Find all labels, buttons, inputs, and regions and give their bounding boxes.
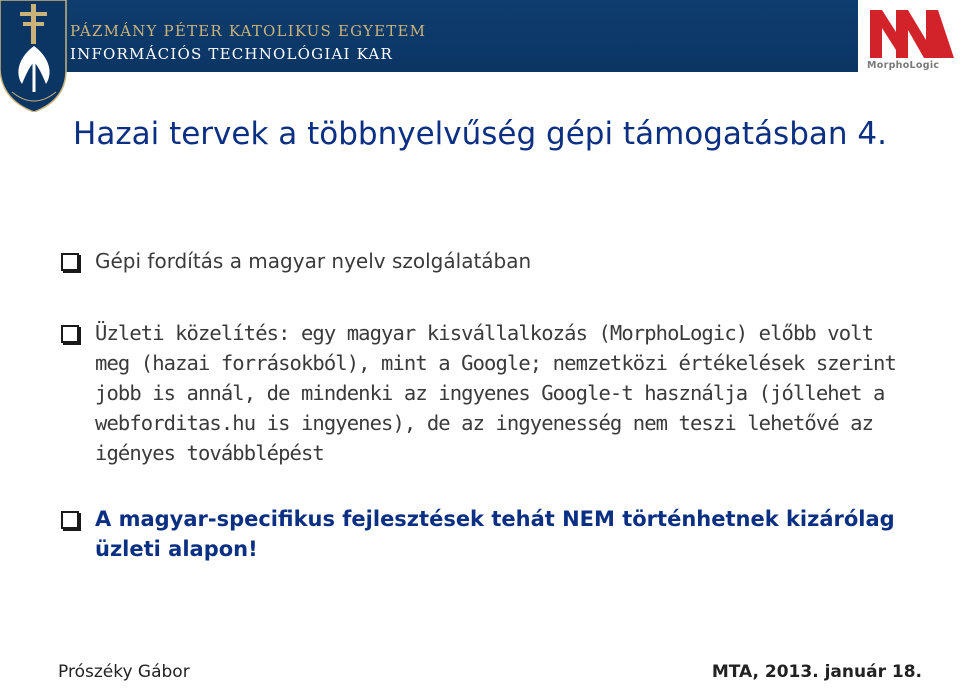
checkbox-bullet-icon <box>61 253 79 271</box>
logo-wordmark: MorphoLogic <box>867 60 940 71</box>
footer-venue-date: MTA, 2013. január 18. <box>711 662 922 682</box>
university-crest-icon <box>0 0 68 112</box>
checkbox-bullet-icon <box>61 325 79 343</box>
bullet-text: A magyar-specifikus fejlesztések tehát NEM történhetnek kizárólag üzleti alapon! <box>95 507 895 561</box>
bullet-text: Üzleti közelítés: egy magyar kisvállalkozás (MorphoLogic) előbb volt meg (hazai forrásokból), mint a Google; nemzetközi értékelések szerint jobb is annál, de mindenki az ingyenes Google-t használja (jóllehet a webforditas.hu is ingyenes), de az ingyenesség nem teszi lehetővé az igényes továbblépést <box>95 321 896 465</box>
footer-author: Prószéky Gábor <box>58 662 190 682</box>
checkbox-bullet-icon <box>61 511 79 529</box>
faculty-name: INFORMÁCIÓS TECHNOLÓGIAI KAR <box>70 45 393 63</box>
university-name: PÁZMÁNY PÉTER KATOLIKUS EGYETEM <box>70 22 427 40</box>
bullet-text: Gépi fordítás a magyar nyelv szolgálatában <box>95 249 532 273</box>
slide-title: Hazai tervek a többnyelvűség gépi támogatásban 4. <box>73 116 887 152</box>
